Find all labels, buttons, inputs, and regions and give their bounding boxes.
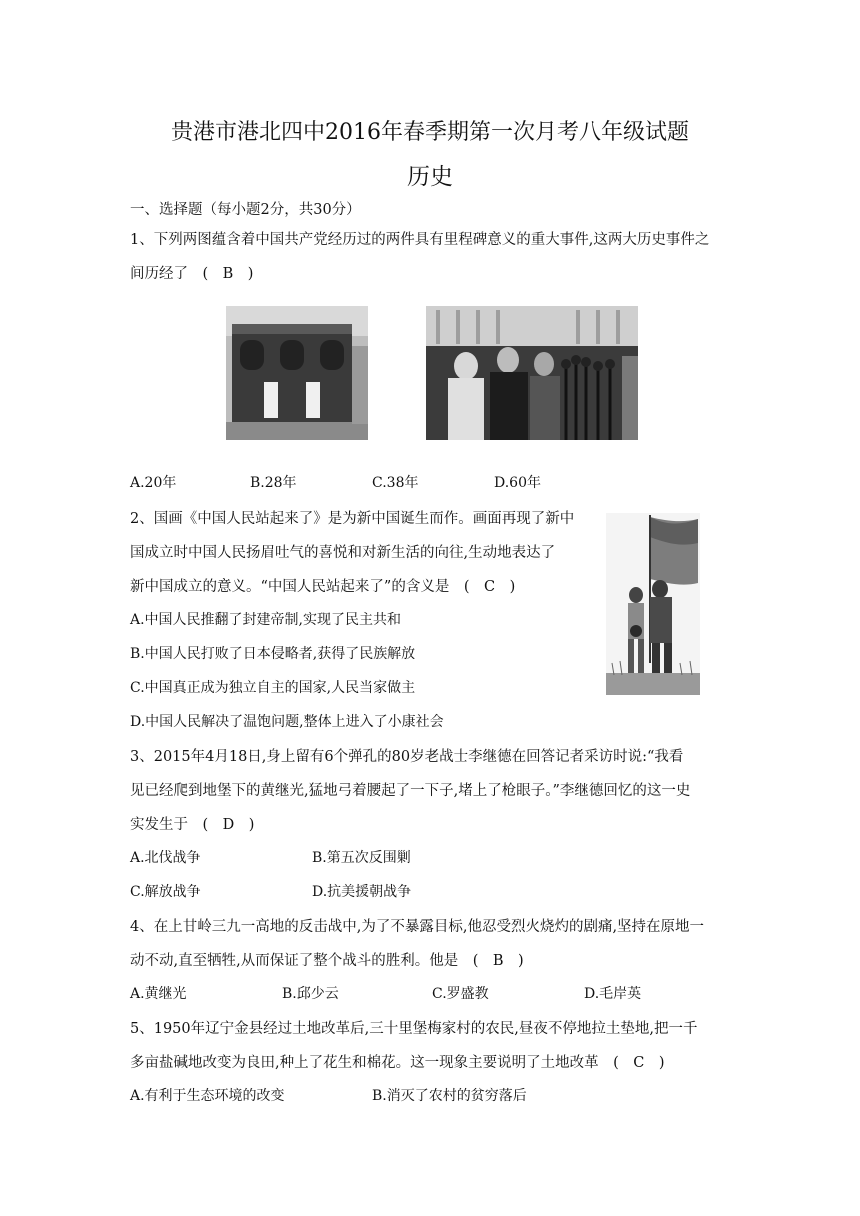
q1-photo-building [226, 306, 368, 440]
q4-option-d: D.毛岸英 [584, 986, 642, 1002]
q5-option-a: A.有利于生态环境的改变 [130, 1088, 285, 1104]
q3-option-a: A.北伐战争 [130, 850, 201, 866]
q4-option-a: A.黄继光 [130, 986, 187, 1002]
q5-stem-line-1: 5、1950年辽宁金县经过土地改革后,三十里堡梅家村的农民,昼夜不停地拉土垫地,把一千 [130, 1021, 698, 1037]
q3-stem-line-3: 实发生于 ( D ) [130, 817, 255, 833]
subject-title: 历史 [407, 164, 453, 190]
q5-stem-line-2: 多亩盐碱地改变为良田,种上了花生和棉花。这一现象主要说明了土地改革 ( C ) [130, 1055, 665, 1071]
q1-photo-ceremony [426, 306, 638, 440]
q4-stem-line-2: 动不动,直至牺牲,从而保证了整个战斗的胜利。他是 ( B ) [130, 953, 524, 969]
q3-option-b: B.第五次反围剿 [312, 850, 411, 866]
q2-stem-line-3: 新中国成立的意义。“中国人民站起来了”的含义是 ( C ) [130, 579, 516, 595]
q5-option-b: B.消灭了农村的贫穷落后 [372, 1088, 527, 1104]
q1-option-d: D.60年 [494, 475, 541, 491]
q4-stem-line-1: 4、在上甘岭三九一高地的反击战中,为了不暴露目标,他忍受烈火烧灼的剧痛,坚持在原地一 [130, 919, 705, 935]
q3-stem-line-1: 3、2015年4月18日,身上留有6个弹孔的80岁老战士李继德在回答记者采访时说:“我看 [130, 749, 684, 765]
q2-option-b: B.中国人民打败了日本侵略者,获得了民族解放 [130, 646, 416, 662]
q1-option-a: A.20年 [130, 475, 177, 491]
q2-painting [606, 513, 700, 695]
exam-title: 贵港市港北四中2016年春季期第一次月考八年级试题 [171, 120, 689, 145]
q3-option-d: D.抗美援朝战争 [312, 884, 412, 900]
q2-stem-line-1: 2、国画《中国人民站起来了》是为新中国诞生而作。画面再现了新中 [130, 511, 575, 527]
q2-option-d: D.中国人民解决了温饱问题,整体上进入了小康社会 [130, 714, 444, 730]
section-heading: 一、选择题（每小题2分，共30分） [130, 202, 361, 218]
q2-option-c: C.中国真正成为独立自主的国家,人民当家做主 [130, 680, 416, 696]
q1-option-c: C.38年 [372, 475, 419, 491]
q4-option-c: C.罗盛教 [432, 986, 489, 1002]
q4-option-b: B.邱少云 [282, 986, 339, 1002]
q3-stem-line-2: 见已经爬到地堡下的黄继光,猛地弓着腰起了一下子,堵上了枪眼子。”李继德回忆的这一史 [130, 783, 691, 799]
q2-stem-line-2: 国成立时中国人民扬眉吐气的喜悦和对新生活的向往,生动地表达了 [130, 545, 556, 561]
q1-option-b: B.28年 [250, 475, 297, 491]
q1-stem-line-1: 1、下列两图蕴含着中国共产党经历过的两件具有里程碑意义的重大事件,这两大历史事件之 [130, 232, 710, 248]
q3-option-c: C.解放战争 [130, 884, 201, 900]
q2-option-a: A.中国人民推翻了封建帝制,实现了民主共和 [130, 612, 402, 628]
q1-stem-line-2: 间历经了 ( B ) [130, 266, 254, 282]
